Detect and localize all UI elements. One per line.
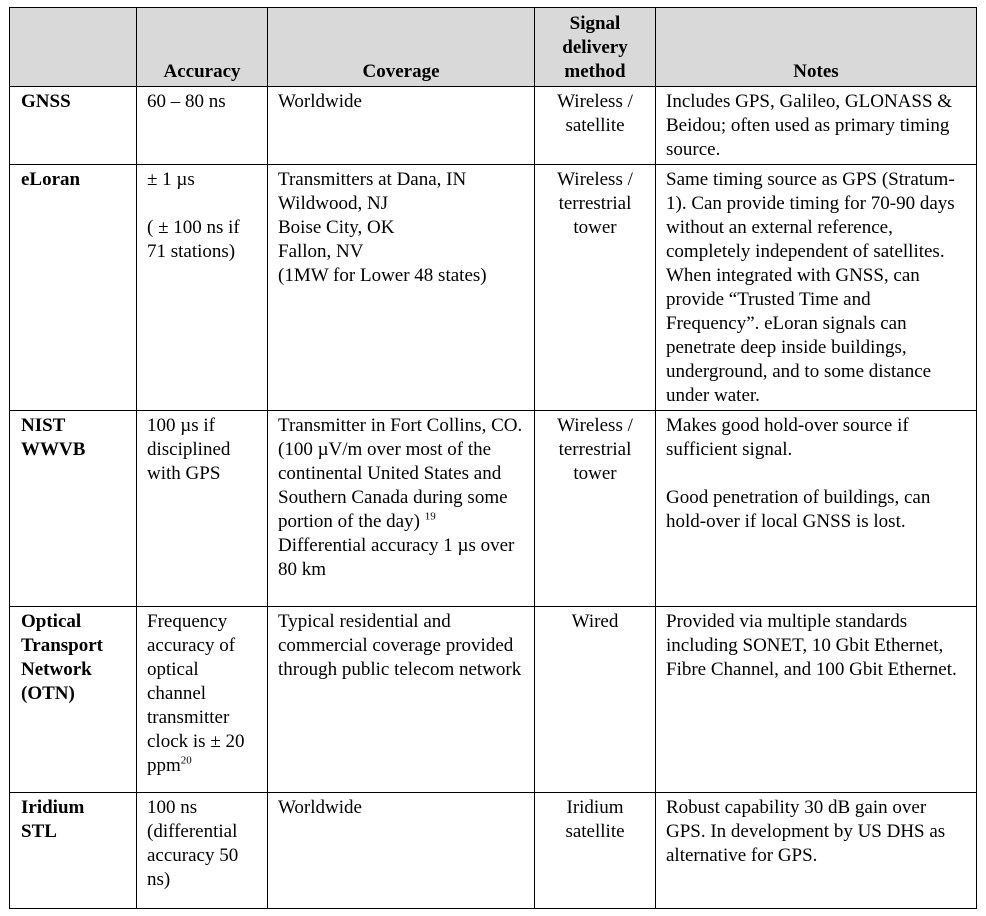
header-signal-delivery: Signal delivery method <box>535 8 656 87</box>
footnote-marker: 20 <box>180 754 192 767</box>
notes-paragraph: Makes good hold-over source if sufficient signal. <box>666 415 909 460</box>
cell-accuracy: 100 ns (differential accuracy 50 ns) <box>137 793 268 909</box>
cell-coverage: Typical residential and commercial coverage provided through public telecom network <box>268 607 535 793</box>
spacer <box>147 192 257 216</box>
accuracy-line: ± 1 µs <box>147 169 195 190</box>
cell-signal: Wireless / terrestrial tower <box>535 411 656 607</box>
cell-signal: Wireless / terrestrial tower <box>535 165 656 411</box>
cell-accuracy <box>137 165 268 411</box>
coverage-text: Differential accuracy 1 µs over 80 km <box>278 535 515 580</box>
timing-sources-table <box>9 7 977 909</box>
table-row-iridium-stl <box>10 793 977 909</box>
cell-notes: Same timing source as GPS (Stratum-1). Can provide timing for 70-90 days without an external reference, completely independent of satellites. When integrated with GNSS, can provide “Trusted Time and Frequency”. eLoran signals can penetrate deep inside buildings, underground, and to some distance under water. <box>656 165 977 411</box>
cell-signal: Iridium satellite <box>535 793 656 909</box>
cell-notes: Includes GPS, Galileo, GLONASS & Beidou; often used as primary timing source. <box>656 87 977 165</box>
cell-notes: Robust capability 30 dB gain over GPS. In development by US DHS as alternative for GPS. <box>656 793 977 909</box>
cell-notes: Provided via multiple standards including SONET, 10 Gbit Ethernet, Fibre Channel, and 100 Gbit Ethernet. <box>656 607 977 793</box>
row-name: Iridium STL <box>10 793 137 909</box>
cell-coverage: Transmitters at Dana, IN Wildwood, NJ Boise City, OK Fallon, NV (1MW for Lower 48 states) <box>268 165 535 411</box>
notes-paragraph: Good penetration of buildings, can hold-over if local GNSS is lost. <box>666 487 931 532</box>
cell-coverage: Worldwide <box>268 793 535 909</box>
cell-accuracy: 100 µs if disciplined with GPS <box>137 411 268 607</box>
cell-signal: Wireless / satellite <box>535 87 656 165</box>
cell-accuracy: 60 – 80 ns <box>137 87 268 165</box>
cell-signal: Wired <box>535 607 656 793</box>
footnote-marker: 19 <box>424 510 436 523</box>
header-row-label <box>10 8 137 87</box>
header-coverage: Coverage <box>268 8 535 87</box>
cell-accuracy <box>137 607 268 793</box>
table-header-row <box>10 8 977 87</box>
cell-notes <box>656 411 977 607</box>
header-notes: Notes <box>656 8 977 87</box>
table-row-otn <box>10 607 977 793</box>
row-name: NIST WWVB <box>10 411 137 607</box>
table-row-eloran <box>10 165 977 411</box>
row-name: GNSS <box>10 87 137 165</box>
accuracy-line: ( ± 100 ns if 71 stations) <box>147 217 240 262</box>
header-accuracy: Accuracy <box>137 8 268 87</box>
table-row-nist-wwvb <box>10 411 977 607</box>
cell-coverage <box>268 411 535 607</box>
table-row-gnss <box>10 87 977 165</box>
coverage-text: Transmitter in Fort Collins, CO. (100 µV/m over most of the continental United States and Southern Canada during some portion of the day) <box>278 415 523 532</box>
accuracy-text: Frequency accuracy of optical channel transmitter clock is ± 20 ppm <box>147 611 245 776</box>
cell-coverage: Worldwide <box>268 87 535 165</box>
row-name: eLoran <box>10 165 137 411</box>
spacer <box>666 462 966 486</box>
row-name: Optical Transport Network (OTN) <box>10 607 137 793</box>
